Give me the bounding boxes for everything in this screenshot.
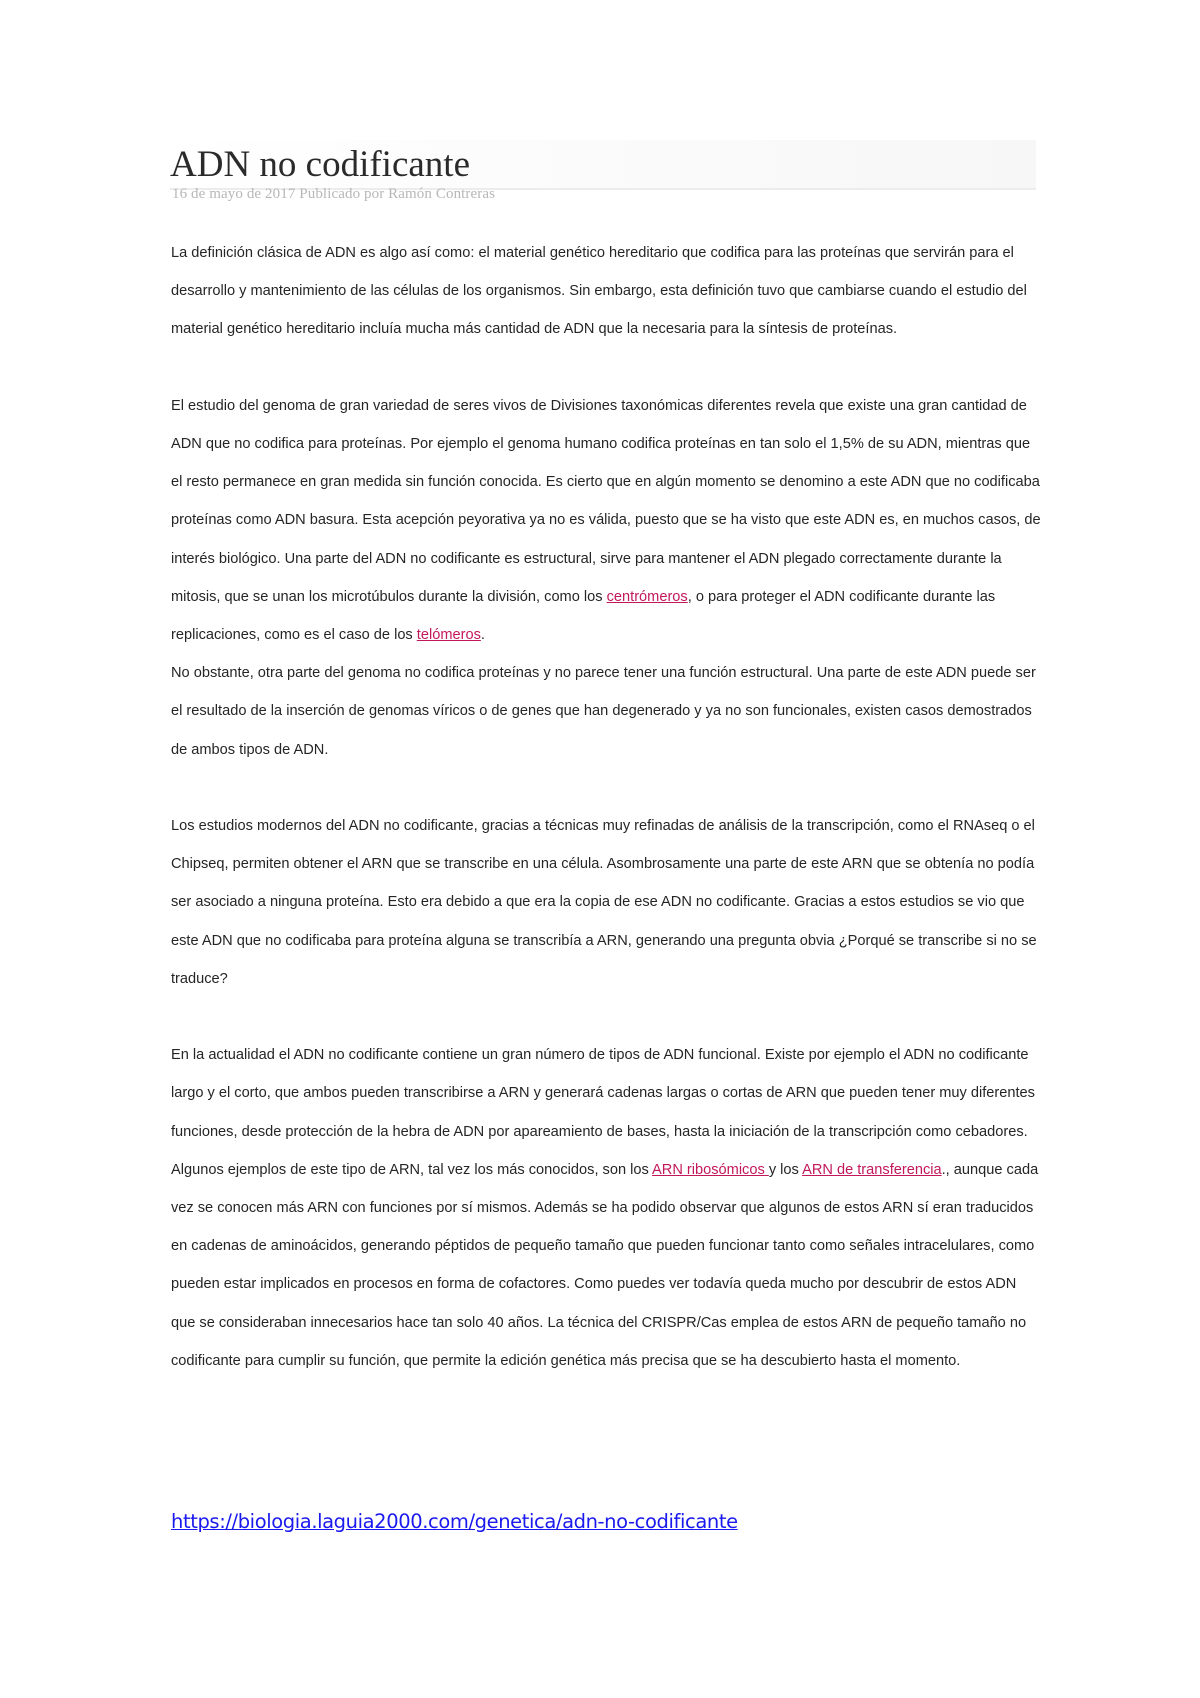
paragraph-5-text-c: ., aunque cada vez se conocen más ARN con funciones por sí mismos. Además se ha podido observar que algunos de estos ARN sí eran traducidos en cadenas de aminoácidos, generando péptidos de pequeño tamaño que pueden funcionar tanto como señales intracelulares, como pueden estar implicados en procesos en forma de cofactores. Como puedes ver todavía queda mucho por descubrir de estos ADN que se consideraban innecesarios hace tan solo 40 años. La técnica del CRISPR/Cas emplea de estos ARN de pequeño tamaño no codificante para cumplir su función, que permite la edición genética más precisa que se ha descubierto hasta el momento.	[171, 1161, 1039, 1369]
paragraph-2-text-a: El estudio del genoma de gran variedad de seres vivos de Divisiones taxonómicas diferentes revela que existe una gran cantidad de ADN que no codifica para proteínas. Por ejemplo el genoma humano codifica proteínas en tan solo el 1,5% de su ADN, mientras que el resto permanece en gran medida sin función conocida. Es cierto que en algún momento se denomino a este ADN que no codificaba proteínas como ADN basura. Esta acepción peyorativa ya no es válida, puesto que se ha visto que este ADN es, en muchos casos, de interés biológico. Una parte del ADN no codificante es estructural, sirve para mantener el ADN plegado correctamente durante la mitosis, que se unan los microtúbulos durante la división, como los	[171, 397, 1041, 605]
paragraph-4: Los estudios modernos del ADN no codificante, gracias a técnicas muy refinadas de análisis de la transcripción, como el RNAseq o el Chipseq, permiten obtener el ARN que se transcribe en una célula. Asombrosamente una parte de este ARN que se obtenía no podía ser asociado a ninguna proteína. Esto era debido a que era la copia de ese ADN no codificante. Gracias a estos estudios se vio que este ADN que no codificaba para proteína alguna se transcribía a ARN, generando una pregunta obvia ¿Porqué se transcribe si no se traduce?	[171, 818, 1037, 987]
paragraph-spacer	[171, 769, 1041, 807]
paragraph-5	[171, 1036, 1041, 1380]
paragraph-5-text-b: y los	[768, 1161, 803, 1178]
paragraph-2-text-b: , o para proteger el ADN codificante durante las replicaciones, como es el caso de los	[171, 588, 996, 644]
paragraph-3: No obstante, otra parte del genoma no codifica proteínas y no parece tener una función estructural. Una parte de este ADN puede ser el resultado de la inserción de genomas víricos o de genes que han degenerado y ya no son funcionales, existen casos demostrados de ambos tipos de ADN.	[171, 665, 1036, 758]
article-body	[171, 234, 1041, 1380]
paragraph-2-text-c: .	[480, 627, 485, 644]
link-arn-transferencia[interactable]: ARN de transferencia	[802, 1161, 942, 1178]
link-centromeros[interactable]: centrómeros	[606, 588, 688, 605]
article-header	[170, 140, 1036, 190]
paragraph-1: La definición clásica de ADN es algo así como: el material genético hereditario que codifica para las proteínas que servirán para el desarrollo y mantenimiento de las células de los organismos. Sin embargo, esta definición tuvo que cambiarse cuando el estudio del material genético hereditario incluía mucha más cantidad de ADN que la necesaria para la síntesis de proteínas.	[171, 245, 1027, 338]
page-title: ADN no codificante	[170, 144, 471, 185]
link-telomeros[interactable]: telómeros	[416, 627, 481, 644]
article-meta: 16 de mayo de 2017 Publicado por Ramón Contreras	[172, 186, 496, 202]
paragraph-spacer	[171, 998, 1041, 1036]
paragraph-spacer	[171, 349, 1041, 387]
paragraph-5-text-a: En la actualidad el ADN no codificante contiene un gran número de tipos de ADN funcional. Existe por ejemplo el ADN no codificante largo y el corto, que ambos pueden transcribirse a ARN y generará cadenas largas o cortas de ARN que pueden tener muy diferentes funciones, desde protección de la hebra de ADN por apareamiento de bases, hasta la iniciación de la transcripción como cebadores. Algunos ejemplos de este tipo de ARN, tal vez los más conocidos, son los	[171, 1047, 1035, 1178]
link-arn-ribosomicos[interactable]: ARN ribosómicos	[652, 1161, 769, 1178]
paragraph-2	[171, 387, 1041, 654]
source-url-link[interactable]: https://biologia.laguia2000.com/genetica/adn-no-codificante	[171, 1510, 738, 1533]
